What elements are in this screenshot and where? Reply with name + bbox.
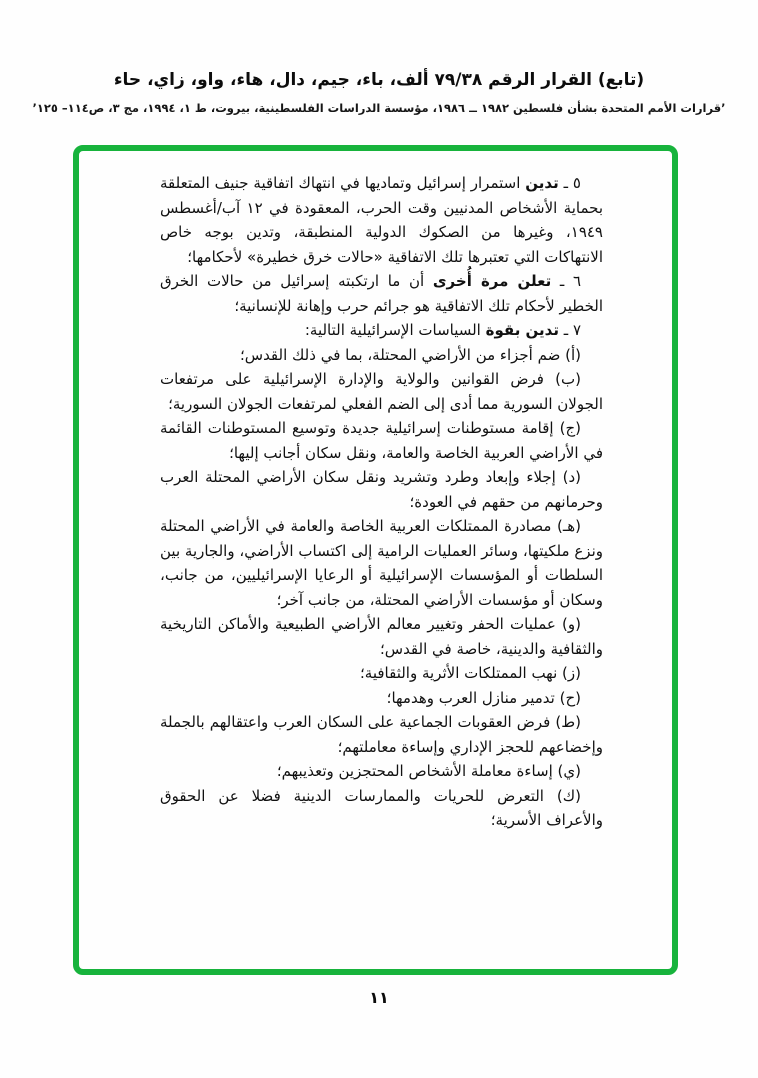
paragraph-marker: (ك)	[556, 786, 581, 805]
paragraph-text: ضم أجزاء من الأراضي المحتلة، بما في ذلك القدس؛	[239, 345, 561, 364]
paragraph-text: أن ما ارتكبته إسرائيل من حالات الخرق الخطير لأحكام تلك الاتفاقية هو جرائم حرب وإهانة للإنسانية؛	[160, 272, 603, 315]
paragraph-marker: (ح)	[559, 688, 581, 707]
paragraph-marker: (هـ)	[556, 517, 581, 535]
page-number: ١١	[369, 988, 389, 1007]
paragraph-marker: (أ)	[565, 345, 581, 364]
body-paragraph	[160, 710, 603, 759]
paragraph-text: نهب الممتلكات الأثرية والثقافية؛	[360, 664, 558, 682]
paragraph-text: عمليات الحفر وتغيير معالم الأراضي الطبيعية والأماكن التاريخية والثقافية والدينية، خاصة في القدس؛	[160, 615, 603, 658]
paragraph-text: إقامة مستوطنات إسرائيلية جديدة وتوسيع المستوطنات القائمة في الأراضي العربية الخاصة والعامة، ونقل سكان أجانب إليها؛	[160, 419, 603, 462]
resolution-body	[160, 171, 603, 833]
paragraph-text: استمرار إسرائيل وتماديها في انتهاك اتفاقية جنيف المتعلقة بحماية الأشخاص المدنيين وقت الحرب، المعقودة في ١٢ آب/أغسطس ١٩٤٩، وغيرها من الصكوك الدولية المنطبقة، وتدين بوجه خاص الانتهاكات التي تعتبرها تلك الاتفاقية «حالات خرق خطيرة» لأحكامها؛	[160, 174, 603, 266]
paragraph-marker: (ي)	[557, 762, 581, 780]
body-paragraph	[160, 686, 603, 711]
paragraph-text: مصادرة الممتلكات العربية الخاصة والعامة في الأراضي المحتلة ونزع ملكيتها، وسائر العمليات الرامية إلى اكتساب الأراضي، والجارية بين السلطات أو المؤسسات الإسرائيلية أو الرعايا الإسرائيليين، من جانب، وسكان أو مؤسسات الأراضي المحتلة، من جانب آخر؛	[160, 517, 603, 609]
paragraph-text: إجلاء وإبعاد وطرد وتشريد ونقل سكان الأراضي المحتلة العرب وحرمانهم من حقهم في العودة؛	[160, 468, 603, 511]
body-paragraph	[160, 367, 603, 416]
paragraph-text: تدمير منازل العرب وهدمها؛	[386, 688, 555, 707]
body-paragraph	[160, 759, 603, 784]
source-citation-note: ’قرارات الأمم المتحدة بشأن فلسطين ١٩٨٢ ــ ١٩٨٦، مؤسسة الدراسات الفلسطينية، بيروت، ط ١، ١٩٩٤، مج ٣، ص١١٤– ١٢٥’	[32, 101, 726, 115]
paragraph-marker: (ط)	[555, 713, 581, 731]
paragraph-text: السياسات الإسرائيلية التالية:	[304, 321, 481, 339]
paragraph-marker: (د)	[562, 468, 581, 486]
paragraph-marker: (ج)	[559, 419, 581, 437]
paragraph-lead: تعلن مرة أُخرى	[432, 272, 552, 290]
document-title: (تابع) القرار الرقم ٧٩/٣٨ ألف، باء، جيم، دال، هاء، واو، زاي، حاء	[113, 70, 645, 90]
paragraph-marker: ٦ ـ	[559, 272, 581, 290]
paragraph-marker: (ز)	[562, 664, 581, 682]
body-paragraph	[160, 661, 603, 686]
body-paragraph	[160, 416, 603, 465]
paragraph-text: فرض العقوبات الجماعية على السكان العرب واعتقالهم بالجملة وإخضاعهم للحجز الإداري وإساءة معاملتهم؛	[160, 713, 603, 756]
body-paragraph	[160, 612, 603, 661]
body-paragraph	[160, 269, 603, 318]
paragraph-text: فرض القوانين والولاية والإدارة الإسرائيلية على مرتفعات الجولان السورية مما أدى إلى الضم الفعلي لمرتفعات الجولان السورية؛	[160, 370, 603, 413]
paragraph-text: إساءة معاملة الأشخاص المحتجزين وتعذيبهم؛	[276, 762, 553, 780]
paragraph-marker: ٥ ـ	[563, 174, 581, 192]
paragraph-marker: (و)	[562, 615, 581, 633]
paragraph-marker: ٧ ـ	[563, 321, 581, 339]
paragraph-text: التعرض للحريات والممارسات الدينية فضلا عن الحقوق والأعراف الأسرية؛	[160, 786, 603, 829]
body-paragraph	[160, 343, 603, 368]
paragraph-lead: تدين بقوة	[485, 321, 559, 339]
paragraph-lead: تدين	[525, 174, 559, 192]
body-paragraph	[160, 318, 603, 343]
body-paragraph	[160, 171, 603, 269]
body-paragraph	[160, 784, 603, 833]
body-paragraph	[160, 465, 603, 514]
body-paragraph	[160, 514, 603, 612]
paragraph-marker: (ب)	[555, 370, 581, 388]
